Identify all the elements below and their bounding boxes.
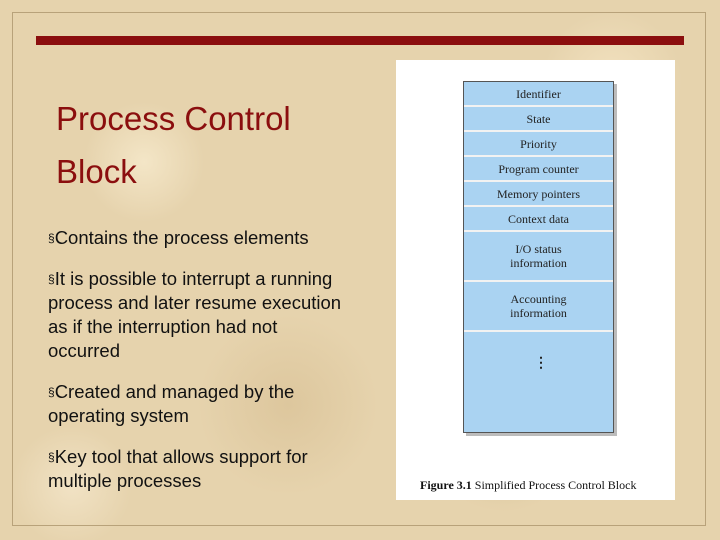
bullet-marker-icon: § — [48, 272, 55, 286]
pcb-diagram — [463, 81, 614, 433]
bullet-text: It is possible to interrupt a running process and later resume execution as if the interruption had not occurred — [48, 268, 342, 361]
title-accent-bar — [36, 36, 684, 45]
pcb-field-context-data: Context data — [464, 207, 613, 232]
pcb-field-program-counter: Program counter — [464, 157, 613, 182]
bullet-item — [48, 267, 348, 363]
figure-caption — [420, 478, 670, 493]
slide-title-line-2: Block — [56, 153, 137, 190]
bullet-text: Contains the process elements — [54, 227, 309, 248]
bullet-marker-icon: § — [48, 385, 55, 399]
pcb-field-priority: Priority — [464, 132, 613, 157]
ellipsis-icon: ⋮ — [534, 356, 548, 371]
bullet-list — [48, 226, 348, 510]
pcb-field-accounting: Accounting information — [464, 282, 613, 332]
pcb-figure — [396, 60, 675, 500]
figure-caption-text: Simplified Process Control Block — [474, 478, 637, 492]
figure-caption-number: Figure 3.1 — [420, 478, 472, 492]
pcb-field-io-status: I/O status information — [464, 232, 613, 282]
pcb-field-memory-pointers: Memory pointers — [464, 182, 613, 207]
pcb-field-state: State — [464, 107, 613, 132]
bullet-item — [48, 380, 348, 428]
bullet-marker-icon: § — [48, 450, 55, 464]
bullet-item — [48, 445, 348, 493]
bullet-text: Created and managed by the operating system — [48, 381, 295, 426]
pcb-field-identifier: Identifier — [464, 82, 613, 107]
bullet-item — [48, 226, 348, 250]
bullet-marker-icon: § — [48, 231, 55, 245]
slide-title — [56, 92, 386, 198]
bullet-text: Key tool that allows support for multiple processes — [48, 446, 308, 491]
slide-title-line-1: Process Control — [56, 100, 291, 137]
